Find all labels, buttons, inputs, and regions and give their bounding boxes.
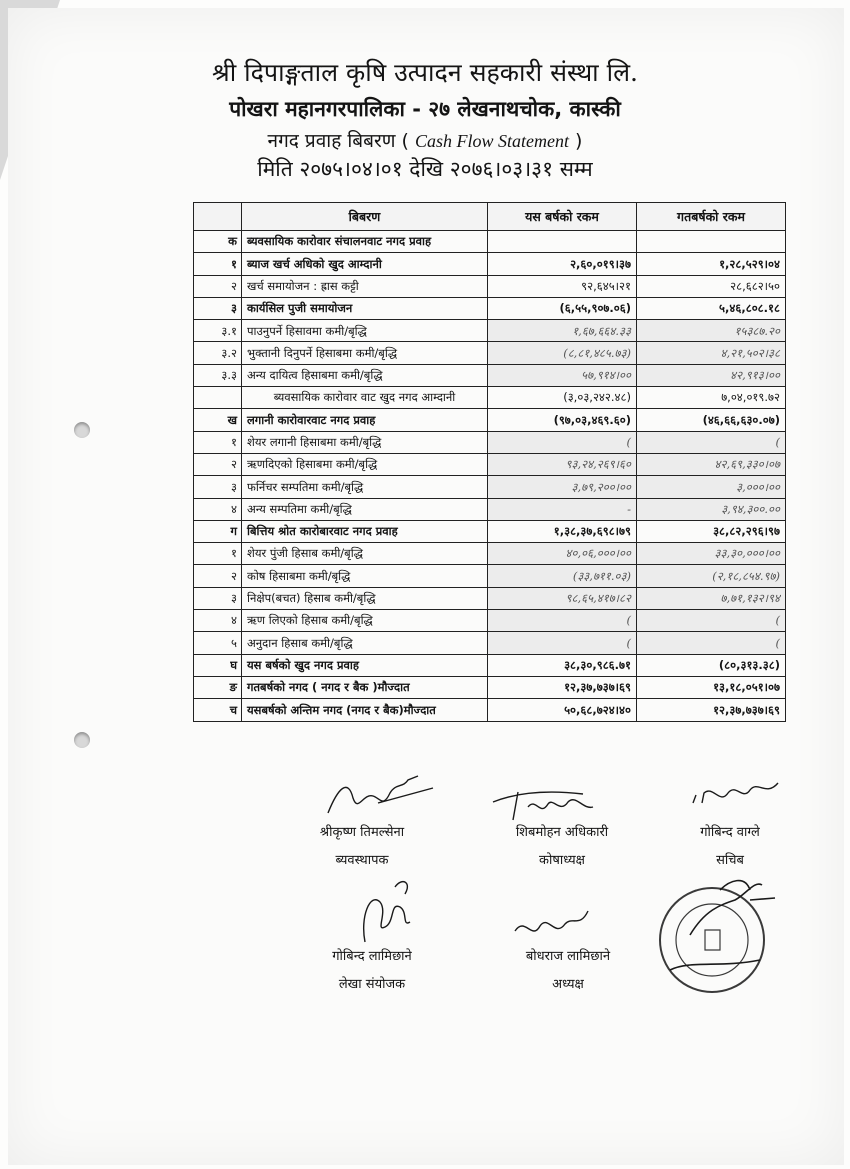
table-cell-description: कोष हिसाबमा कमी/बृद्धि: [242, 565, 488, 587]
punch-hole: [74, 732, 90, 748]
table-row: [194, 409, 786, 431]
table-row: [194, 676, 786, 698]
signatory-name: गोबिन्द वाग्ले: [700, 825, 760, 840]
statement-title: [0, 127, 850, 153]
signature-manager: [318, 768, 438, 828]
table-cell-previous-year: ७,७१,१३२।९४: [637, 587, 786, 609]
table-cell-code: ३: [194, 297, 242, 319]
signature-treasurer: [488, 782, 608, 827]
table-cell-description: अनुदान हिसाब कमी/बृद्धि: [242, 632, 488, 654]
signatory-treasurer: [472, 822, 652, 868]
signatory-name: गोबिन्द लामिछाने: [332, 949, 412, 964]
table-cell-previous-year: ४२,९१३।००: [637, 364, 786, 386]
table-row: [194, 342, 786, 364]
table-cell-code: १: [194, 543, 242, 565]
seal-stamp: [650, 860, 790, 1000]
table-cell-code: २: [194, 453, 242, 475]
table-cell-current-year: (३३,७११.०३): [488, 565, 637, 587]
table-cell-previous-year: ३८,८२,२९६।९७: [637, 520, 786, 542]
table-cell-description: शेयर लगानी हिसाबमा कमी/बृद्धि: [242, 431, 488, 453]
signatory-role: लेखा संयोजक: [338, 977, 406, 992]
table-row: [194, 520, 786, 542]
table-cell-description: कार्यसिल पुजी समायोजन: [242, 297, 488, 319]
table-cell-description: शेयर पुंजी हिसाब कमी/बृद्धि: [242, 543, 488, 565]
table-cell-current-year: (६,५५,९०७.०६): [488, 297, 637, 319]
table-cell-code: ग: [194, 520, 242, 542]
table-cell-description: खर्च समायोजन : ह्रास कट्टी: [242, 275, 488, 297]
signatory-manager: [272, 822, 452, 868]
table-cell-description: ब्यवसायिक कारोवार वाट खुद नगद आम्दानी: [242, 387, 488, 409]
table-cell-current-year: (: [488, 632, 637, 654]
table-cell-code: २: [194, 275, 242, 297]
table-cell-current-year: (: [488, 610, 637, 632]
table-cell-previous-year: १,२८,५२९।०४: [637, 253, 786, 275]
table-cell-code: ३.१: [194, 320, 242, 342]
table-cell-code: ४: [194, 610, 242, 632]
table-cell-code: क: [194, 231, 242, 253]
table-cell-description: अन्य दायित्व हिसाबमा कमी/बृद्धि: [242, 364, 488, 386]
table-cell-current-year: ९८,६५,४१७।८२: [488, 587, 637, 609]
table-cell-previous-year: (४६,६६,६३०.०७): [637, 409, 786, 431]
table-cell-description: पाउनुपर्ने हिसावमा कमी/बृद्धि: [242, 320, 488, 342]
table-cell-code: ५: [194, 632, 242, 654]
table-row: [194, 610, 786, 632]
org-address: पोखरा महानगरपालिका - २७ लेखनाथचोक, कास्की: [229, 97, 621, 121]
table-cell-current-year: (८,८१,४८५.७३): [488, 342, 637, 364]
table-cell-description: ऋणदिएको हिसाबमा कमी/बृद्धि: [242, 453, 488, 475]
signatory-role: अध्यक्ष: [552, 977, 584, 992]
table-cell-previous-year: ३,९४,३००.००: [637, 498, 786, 520]
table-cell-description: यस बर्षको खुद नगद प्रवाह: [242, 654, 488, 676]
table-cell-current-year: १२,३७,७३७।६९: [488, 676, 637, 698]
table-cell-code: घ: [194, 654, 242, 676]
table-cell-current-year: १,६७,६६४.३३: [488, 320, 637, 342]
signature-secretary: [688, 775, 788, 815]
title-en: Cash Flow Statement: [414, 131, 569, 151]
table-cell-current-year: (३,०३,२४२.४८): [488, 387, 637, 409]
signature-chairperson: [510, 906, 590, 946]
table-cell-description: ऋण लिएको हिसाब कमी/बृद्धि: [242, 610, 488, 632]
table-cell-code: १: [194, 431, 242, 453]
table-cell-code: [194, 387, 242, 409]
table-cell-code: ङ: [194, 676, 242, 698]
punch-hole: [74, 422, 90, 438]
table-cell-description: यसबर्षको अन्तिम नगद (नगद र बैक)मौज्दात: [242, 699, 488, 721]
signatory-name: बोधराज लामिछाने: [525, 949, 611, 964]
table-cell-code: १: [194, 253, 242, 275]
column-header-description: बिबरण: [242, 203, 488, 231]
table-row: [194, 632, 786, 654]
table-cell-description: गतबर्षको नगद ( नगद र बैक )मौज्दात: [242, 676, 488, 698]
table-header-row: [194, 203, 786, 231]
table-cell-current-year: ९२,६४५।२१: [488, 275, 637, 297]
table-cell-previous-year: (: [637, 632, 786, 654]
table-cell-description: ब्यवसायिक कारोवार संचालनवाट नगद प्रवाह: [242, 231, 488, 253]
table-row: [194, 587, 786, 609]
signatory-accounts-coordinator: [282, 946, 462, 992]
table-cell-code: ३: [194, 587, 242, 609]
table-row: [194, 231, 786, 253]
table-cell-previous-year: (२,१८,८५४.९७): [637, 565, 786, 587]
table-row: [194, 364, 786, 386]
signatory-name: शिबमोहन अधिकारी: [515, 825, 609, 840]
signatory-chairperson: [478, 946, 658, 992]
table-row: [194, 699, 786, 721]
signatory-role: सचिब: [716, 853, 744, 868]
signatory-role: ब्यवस्थापक: [335, 853, 389, 868]
table-row: [194, 431, 786, 453]
table-row: [194, 498, 786, 520]
table-cell-previous-year: (: [637, 431, 786, 453]
table-cell-code: ३.३: [194, 364, 242, 386]
table-cell-previous-year: २८,६८२।५०: [637, 275, 786, 297]
column-header-code: [194, 203, 242, 231]
table-cell-code: २: [194, 565, 242, 587]
table-cell-description: ब्याज खर्च अधिको खुद आम्दानी: [242, 253, 488, 275]
table-cell-code: ४: [194, 498, 242, 520]
table-cell-previous-year: १२,३७,७३७।६९: [637, 699, 786, 721]
table-cell-previous-year: ३,०००।००: [637, 476, 786, 498]
table-row: [194, 275, 786, 297]
table-row: [194, 476, 786, 498]
column-header-current-year: यस बर्षको रकम: [488, 203, 637, 231]
table-row: [194, 387, 786, 409]
table-cell-current-year: २,६०,०१९।३७: [488, 253, 637, 275]
column-header-previous-year: गतबर्षको रकम: [637, 203, 786, 231]
table-cell-code: ख: [194, 409, 242, 431]
table-cell-description: निक्षेप(बचत) हिसाब कमी/बृद्धि: [242, 587, 488, 609]
table-cell-previous-year: १३,१८,०५१।०७: [637, 676, 786, 698]
table-row: [194, 253, 786, 275]
org-name: श्री दिपाङ्गताल कृषि उत्पादन सहकारी संस्था लि.: [212, 58, 638, 87]
table-cell-current-year: [488, 231, 637, 253]
cash-flow-table: [193, 202, 786, 722]
table-cell-current-year: ५०,६८,७२४।४०: [488, 699, 637, 721]
signatory-role: कोषाध्यक्ष: [539, 853, 585, 868]
table-cell-current-year: ३,७९,२००।००: [488, 476, 637, 498]
table-cell-previous-year: ४२,६९,३३०।०७: [637, 453, 786, 475]
table-cell-code: ३.२: [194, 342, 242, 364]
table-row: [194, 453, 786, 475]
table-row: [194, 565, 786, 587]
table-cell-description: फर्निचर सम्पतिमा कमी/बृद्धि: [242, 476, 488, 498]
table-cell-previous-year: ७,०४,०१९.७२: [637, 387, 786, 409]
table-cell-code: च: [194, 699, 242, 721]
table-row: [194, 297, 786, 319]
table-row: [194, 654, 786, 676]
table-cell-previous-year: (८०,३१३.३८): [637, 654, 786, 676]
table-cell-current-year: ९३,२४,२६९।६०: [488, 453, 637, 475]
table-cell-description: अन्य सम्पतिमा कमी/बृद्धि: [242, 498, 488, 520]
table-cell-current-year: -: [488, 498, 637, 520]
table-cell-current-year: (: [488, 431, 637, 453]
title-np: नगद प्रवाह बिबरण (: [267, 130, 409, 152]
signatory-name: श्रीकृष्ण तिमल्सेना: [319, 825, 405, 840]
table-row: [194, 320, 786, 342]
table-cell-current-year: ३८,३०,९८६.७१: [488, 654, 637, 676]
table-cell-current-year: ४०,०६,०००।००: [488, 543, 637, 565]
table-cell-description: भुक्तानी दिनुपर्ने हिसाबमा कमी/बृद्धि: [242, 342, 488, 364]
table-cell-previous-year: १५३८७.२०: [637, 320, 786, 342]
table-cell-current-year: (९७,०३,४६९.६०): [488, 409, 637, 431]
table-cell-current-year: १,३८,३७,६९८।७९: [488, 520, 637, 542]
table-cell-previous-year: [637, 231, 786, 253]
statement-period: मिति २०७५।०४।०१ देखि २०७६।०३।३१ सम्म: [257, 157, 593, 181]
table-cell-previous-year: ५,४६,८०८.१८: [637, 297, 786, 319]
table-cell-description: बित्तिय श्रोत कारोबारवाट नगद प्रवाह: [242, 520, 488, 542]
table-cell-previous-year: (: [637, 610, 786, 632]
table-cell-current-year: ५७,९१४।००: [488, 364, 637, 386]
table-cell-description: लगानी कारोवारवाट नगद प्रवाह: [242, 409, 488, 431]
table-cell-previous-year: ३३,३०,०००।००: [637, 543, 786, 565]
table-cell-previous-year: ४,२१,५०२।३८: [637, 342, 786, 364]
title-close: ): [575, 130, 583, 152]
signature-accounts-coordinator: [340, 872, 420, 952]
table-cell-code: ३: [194, 476, 242, 498]
table-row: [194, 543, 786, 565]
